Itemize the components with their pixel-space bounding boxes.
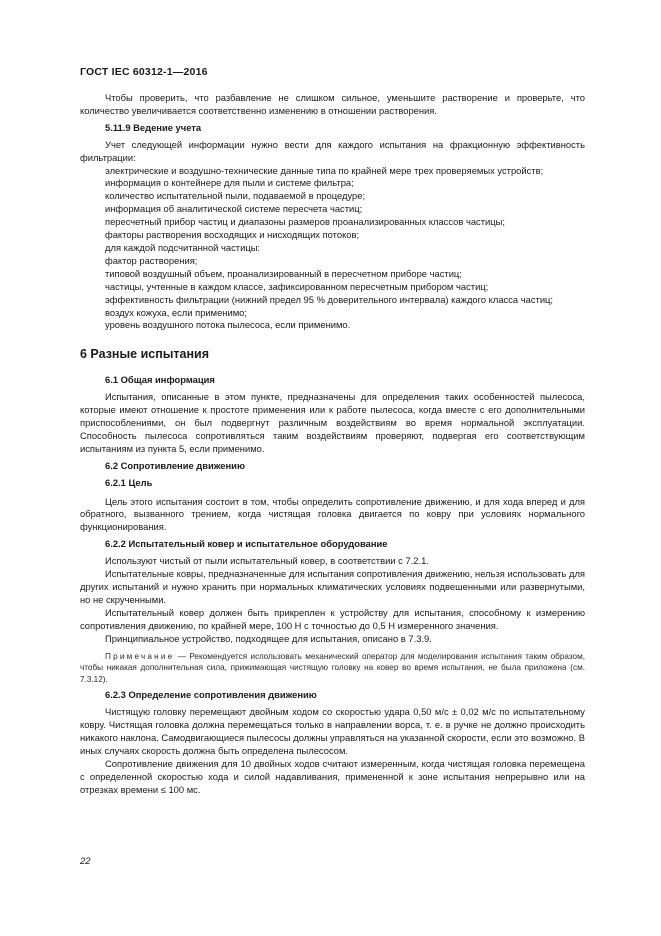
section-6-2-3-paragraph: Сопротивление движения для 10 двойных ходов считают измеренным, когда чистящая головка перемещена с определенной скоростью хода и силой надавливания, примененной к зоне испытания непрерывно или на отрезках времени ≤ 100 мс. xyxy=(80,757,585,795)
list-item: для каждой подсчитанной частицы: xyxy=(105,241,261,253)
page-content xyxy=(80,92,585,797)
section-6-2-2-heading: 6.2.2 Испытательный ковер и испытательное оборудование xyxy=(105,538,388,550)
list-item: частицы, учтенные в каждом классе, зафиксированном пересчетным прибором частиц; xyxy=(105,280,489,292)
list-item: количество испытательной пыли, подаваемой в процедуре; xyxy=(105,190,366,202)
section-6-heading: 6 Разные испытания xyxy=(80,347,210,362)
list-item: пересчетный прибор частиц и диапазоны размеров проанализированных классов частицы; xyxy=(105,216,505,228)
list-item: воздух кожуха, если применимо; xyxy=(105,306,247,318)
section-6-2-1-heading: 6.2.1 Цель xyxy=(105,476,153,488)
section-6-1-paragraph: Испытания, описанные в этом пункте, предназначены для определения таких особенностей пылесоса, которые имеют отношение к простоте применения или к работе пылесоса, когда вместе с его дополнительными приспособлениями, он был подвергнут различным воздействиям во время нормальной эксплуатации. Способность пылесоса сопротивляться таким воздействиям проверяют, подвергая его соответствующим испытаниям из пункта 5, если применимо. xyxy=(80,391,585,454)
page-number: 22 xyxy=(80,856,91,867)
list-item: фактор растворения; xyxy=(105,254,198,266)
note-text: — Рекомендуется использовать механический оператор для моделирования испытания таким образом, чтобы никакая дополнительная сила, прижимающая чистящую головку на ковер во время испытания, не была приложена (см. 7.3.12). xyxy=(80,651,585,684)
list-item: информация об аналитической системе пересчета частиц; xyxy=(105,203,363,215)
section-6-2-3-heading: 6.2.3 Определение сопротивления движению xyxy=(105,689,317,701)
section-6-2-heading: 6.2 Сопротивление движению xyxy=(105,459,245,471)
section-6-2-2-paragraph: Используют чистый от пыли испытательный ковер, в соответствии с 7.2.1. xyxy=(105,555,429,567)
list-item: уровень воздушного потока пылесоса, если применимо. xyxy=(105,319,351,331)
section-6-2-1-paragraph: Цель этого испытания состоит в том, чтобы определить сопротивление движению, и для хода вперед и для обратного, вызванного трением, когда чистящая головка двигается по ковру при условиях нормального функционирования. xyxy=(80,495,585,533)
standard-header: ГОСТ IEC 60312-1—2016 xyxy=(80,66,208,78)
section-6-2-2-paragraph: Принципиальное устройство, подходящее для испытания, описано в 7.3.9. xyxy=(105,632,432,644)
section-6-1-heading: 6.1 Общая информация xyxy=(105,374,215,386)
intro-paragraph: Чтобы проверить, что разбавление не слишком сильное, уменьшите растворение и проверьте, что количество увеличивается соответственно изменению в отношении растворения. xyxy=(80,92,585,116)
section-5-11-9-lead: Учет следующей информации нужно вести для каждого испытания на фракционную эффективность фильтрации: xyxy=(80,138,585,163)
list-item: типовой воздушный объем, проанализированный в пересчетном приборе частиц; xyxy=(105,267,462,279)
section-6-2-3-paragraph: Чистящую головку перемещают двойным ходом со скоростью удара 0,50 м/с ± 0,02 м/с по испытательному ковру. Чистящая головка должна перемещаться только в направлении ворса, т. е. в ручке не должно происходить никакого наклона. Самодвигающиеся пылесосы должны управляться на указанной скорости, если это возможно. В иных случаях скорость должна быть определена пылесосом. xyxy=(80,706,585,756)
note-label: Примечание xyxy=(105,651,175,661)
section-6-2-2-paragraph: Испытательный ковер должен быть прикреплен к устройству для испытания, способному к измерению сопротивления движению, по крайней мере, 100 Н с точностью до 0,5 Н измеренного значения. xyxy=(80,606,585,631)
list-item: эффективность фильтрации (нижний предел 95 % доверительного интервала) каждого класса частиц; xyxy=(105,293,554,305)
section-6-2-2-note xyxy=(80,651,585,686)
section-6-2-2-paragraph: Испытательные ковры, предназначенные для испытания сопротивления движению, нельзя использовать для других испытаний и нужно хранить при нормальных климатических условиях подвешенными или развернутыми, но не скрученными. xyxy=(80,568,585,605)
list-item: информация о контейнере для пыли и системе фильтра; xyxy=(105,177,354,189)
list-item: электрические и воздушно-технические данные типа по крайней мере трех проверяемых устройств; xyxy=(105,164,544,176)
section-5-11-9-heading: 5.11.9 Ведение учета xyxy=(105,121,202,133)
list-item: факторы растворения восходящих и нисходящих потоков; xyxy=(105,229,360,241)
